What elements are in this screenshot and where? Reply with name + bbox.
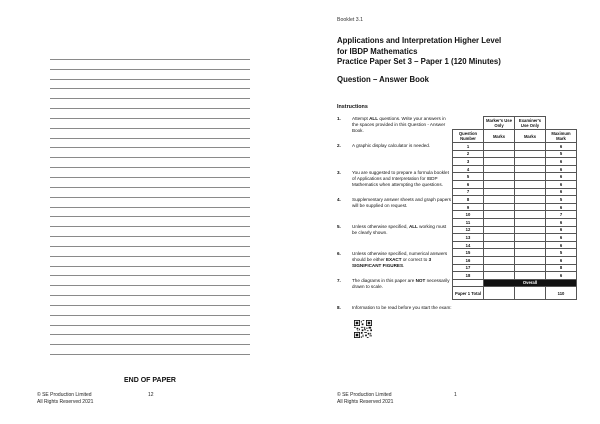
marker-marks-cell[interactable] [484, 143, 515, 151]
maximum-mark-cell: 6 [546, 241, 577, 249]
maximum-mark-cell: 8 [546, 264, 577, 272]
instruction-number: 2. [337, 143, 341, 148]
examiner-marks-cell[interactable] [515, 249, 546, 257]
answer-line [50, 286, 250, 296]
maximum-mark-cell: 5 [546, 196, 577, 204]
maximum-mark-cell: 6 [546, 173, 577, 181]
examiner-marks-cell[interactable] [515, 211, 546, 219]
question-row [453, 241, 577, 249]
instruction-fragment: . [403, 263, 405, 268]
answer-line [50, 276, 250, 286]
maximum-mark-cell: 6 [546, 272, 577, 280]
examiner-marks-cell[interactable] [515, 264, 546, 272]
examiner-marks-cell[interactable] [515, 256, 546, 264]
question-row [453, 173, 577, 181]
examiner-marks-cell[interactable] [515, 173, 546, 181]
examiner-marks-cell[interactable] [515, 241, 546, 249]
examiner-marks-cell[interactable] [515, 165, 546, 173]
maximum-mark-cell: 6 [546, 158, 577, 166]
question-row [453, 188, 577, 196]
instruction-text [352, 170, 452, 188]
question-number-cell: 18 [453, 272, 484, 280]
answer-line [50, 227, 250, 237]
examiner-marks-cell[interactable] [515, 158, 546, 166]
maximum-mark-cell: 5 [546, 249, 577, 257]
instruction-number: 1. [337, 116, 341, 121]
copyright-line: © SE Production Limited [337, 392, 392, 398]
answer-line [50, 158, 250, 168]
instruction-fragment: Unless otherwise specified, [352, 224, 409, 229]
answer-line [50, 70, 250, 80]
instruction-emphasis: 3 SIGNIFICANT FIGURES [352, 257, 432, 268]
question-number-cell: 8 [453, 196, 484, 204]
question-number-cell: 17 [453, 264, 484, 272]
instruction-number: 4. [337, 197, 341, 202]
instruction-text [352, 197, 452, 209]
answer-line [50, 208, 250, 218]
question-row [453, 180, 577, 188]
copyright-line: © SE Production Limited [37, 392, 92, 398]
maximum-mark-header: Maximum Mark [546, 130, 577, 143]
instruction-text [352, 116, 452, 134]
instruction-item [337, 143, 453, 170]
question-number-cell: 1 [453, 143, 484, 151]
total-examiner-marks[interactable] [515, 287, 546, 300]
answer-line [50, 50, 250, 60]
qr-code-icon [354, 320, 372, 338]
marker-marks-cell[interactable] [484, 165, 515, 173]
question-row [453, 256, 577, 264]
maximum-mark-cell: 7 [546, 211, 577, 219]
question-number-cell: 4 [453, 165, 484, 173]
rights-line: All Rights Reserved 2021 [337, 399, 394, 405]
marker-marks-cell[interactable] [484, 211, 515, 219]
right-page [300, 0, 600, 424]
examiner-marks-cell[interactable] [515, 218, 546, 226]
maximum-mark-cell: 6 [546, 165, 577, 173]
marker-marks-cell[interactable] [484, 272, 515, 280]
answer-line [50, 267, 250, 277]
blank-header-cell [453, 117, 484, 130]
instruction-fragment: questions. Write your answers in the spaces provided in this Question - Answer Book. [352, 116, 446, 133]
answer-line [50, 99, 250, 109]
marker-marks-cell[interactable] [484, 158, 515, 166]
instruction-fragment: You are suggested to prepare a formula booklet of Applications and Interpretation for IBDP Mathematics when attempting the questions. [352, 170, 449, 187]
answer-line [50, 168, 250, 178]
marks-table [452, 116, 577, 300]
maximum-mark-cell: 6 [546, 256, 577, 264]
question-number-cell: 15 [453, 249, 484, 257]
left-footer [37, 392, 93, 406]
answer-line [50, 326, 250, 336]
marker-marks-cell[interactable] [484, 196, 515, 204]
right-page-number: 1 [454, 392, 457, 398]
instruction-number: 6. [337, 251, 341, 256]
answer-line [50, 345, 250, 355]
instruction-number: 8. [337, 305, 341, 310]
instructions-heading: Instructions [337, 104, 368, 110]
answer-line [50, 139, 250, 149]
instruction-fragment: The diagrams in this paper are [352, 278, 416, 283]
marker-marks-cell[interactable] [484, 264, 515, 272]
answer-lines [50, 50, 250, 355]
instruction-number: 5. [337, 224, 341, 229]
instruction-text [352, 143, 452, 149]
marker-marks-cell[interactable] [484, 256, 515, 264]
marker-marks-cell[interactable] [484, 241, 515, 249]
examiner-marks-cell[interactable] [515, 143, 546, 151]
examiner-marks-cell[interactable] [515, 272, 546, 280]
question-row [453, 150, 577, 158]
instruction-fragment: Attempt [352, 116, 370, 121]
examiner-marks-cell[interactable] [515, 234, 546, 242]
marks-table-top-header [453, 117, 577, 130]
instruction-fragment: A graphic display calculator is needed. [352, 143, 431, 148]
answer-line [50, 247, 250, 257]
instruction-item [337, 170, 453, 197]
question-row [453, 249, 577, 257]
question-row [453, 218, 577, 226]
maximum-mark-cell: 6 [546, 218, 577, 226]
instruction-text [352, 224, 452, 236]
instruction-text [352, 251, 452, 269]
answer-line [50, 198, 250, 208]
rights-line: All Rights Reserved 2021 [37, 399, 94, 405]
examiner-marks-cell[interactable] [515, 180, 546, 188]
instruction-text [352, 305, 452, 311]
marks-table-header [453, 130, 577, 143]
question-number-cell: 5 [453, 173, 484, 181]
answer-line [50, 80, 250, 90]
answer-line [50, 335, 250, 345]
question-number-cell: 16 [453, 256, 484, 264]
overall-row [453, 279, 577, 287]
answer-line [50, 296, 250, 306]
answer-line [50, 316, 250, 326]
question-number-cell: 9 [453, 203, 484, 211]
maximum-mark-cell: 6 [546, 226, 577, 234]
maximum-mark-cell: 6 [546, 180, 577, 188]
answer-line [50, 109, 250, 119]
overall-blank-cell [453, 279, 484, 287]
blank-header-cell [546, 117, 577, 130]
marker-marks-cell[interactable] [484, 150, 515, 158]
answer-line [50, 89, 250, 99]
answer-line [50, 188, 250, 198]
examiner-marks-cell[interactable] [515, 203, 546, 211]
question-number-cell: 13 [453, 234, 484, 242]
marker-marks-cell[interactable] [484, 173, 515, 181]
examiner-marks-cell[interactable] [515, 188, 546, 196]
answer-line [50, 306, 250, 316]
question-number-cell: 3 [453, 158, 484, 166]
instruction-fragment: Unless otherwise specified, numerical answers should be either [352, 251, 448, 262]
examiner-marks-cell[interactable] [515, 196, 546, 204]
question-number-cell: 6 [453, 180, 484, 188]
question-row [453, 203, 577, 211]
question-number-cell: 14 [453, 241, 484, 249]
question-number-cell: 2 [453, 150, 484, 158]
title-line: for IBDP Mathematics [337, 46, 418, 56]
instruction-item [337, 251, 453, 278]
question-row [453, 211, 577, 219]
instruction-emphasis: ALL [369, 116, 379, 121]
total-marker-marks[interactable] [484, 287, 515, 300]
instruction-item [337, 116, 453, 143]
markers-use-header: Marker's Use Only [484, 117, 515, 130]
marker-marks-cell[interactable] [484, 188, 515, 196]
instruction-emphasis: ALL [408, 224, 418, 229]
marker-marks-cell[interactable] [484, 203, 515, 211]
question-number-cell: 12 [453, 226, 484, 234]
question-row [453, 165, 577, 173]
instruction-number: 7. [337, 278, 341, 283]
question-row [453, 264, 577, 272]
instruction-item [337, 278, 453, 305]
book-subtitle: Question – Answer Book [337, 75, 429, 84]
right-footer [337, 392, 393, 406]
marker-marks-header: Marks [484, 130, 515, 143]
instruction-fragment: or correct to [401, 257, 429, 262]
instruction-fragment: necessarily drawn to scale. [352, 278, 450, 289]
answer-line [50, 148, 250, 158]
instruction-item [337, 197, 453, 224]
question-row [453, 272, 577, 280]
question-number-cell: 7 [453, 188, 484, 196]
end-of-paper-text: END OF PAPER [124, 377, 176, 384]
marker-marks-cell[interactable] [484, 249, 515, 257]
title-line: Practice Paper Set 3 – Paper 1 (120 Minutes) [337, 57, 501, 66]
maximum-mark-cell: 6 [546, 188, 577, 196]
maximum-mark-cell: 6 [546, 143, 577, 151]
instructions-list [337, 116, 453, 332]
left-page-number: 12 [148, 392, 154, 398]
marker-marks-cell[interactable] [484, 234, 515, 242]
question-row [453, 226, 577, 234]
question-number-header: Question Number [453, 130, 484, 143]
answer-line [50, 257, 250, 267]
question-number-cell: 10 [453, 211, 484, 219]
answer-line [50, 237, 250, 247]
question-row [453, 158, 577, 166]
overall-label: Overall [484, 279, 577, 287]
answer-line [50, 119, 250, 129]
instruction-text [352, 278, 452, 290]
paper-total-label: Paper 1 Total [453, 287, 484, 300]
question-row [453, 196, 577, 204]
instruction-number: 3. [337, 170, 341, 175]
examiner-marks-cell[interactable] [515, 150, 546, 158]
examiner-marks-header: Marks [515, 130, 546, 143]
total-row [453, 287, 577, 300]
question-row [453, 143, 577, 151]
instruction-fragment: Information to be read before you start the exam: [352, 305, 452, 310]
booklet-label: Booklet 3.1 [337, 17, 363, 23]
examiner-marks-cell[interactable] [515, 226, 546, 234]
instruction-emphasis: NOT [415, 278, 426, 283]
answer-line [50, 217, 250, 227]
instruction-emphasis: EXACT [385, 257, 402, 262]
examiners-use-header: Examiner's Use Only [515, 117, 546, 130]
total-max-mark: 110 [546, 287, 577, 300]
instruction-fragment: Supplementary answer sheets and graph papers will be supplied on request. [352, 197, 452, 208]
question-number-cell: 11 [453, 218, 484, 226]
title-line: Applications and Interpretation Higher Level [337, 36, 502, 45]
answer-line [50, 60, 250, 70]
maximum-mark-cell: 5 [546, 150, 577, 158]
marker-marks-cell[interactable] [484, 180, 515, 188]
instruction-fragment: working must be clearly shown. [352, 224, 447, 235]
maximum-mark-cell: 6 [546, 234, 577, 242]
paper-title [337, 36, 567, 68]
maximum-mark-cell: 6 [546, 203, 577, 211]
marker-marks-cell[interactable] [484, 226, 515, 234]
marker-marks-cell[interactable] [484, 218, 515, 226]
instruction-item [337, 224, 453, 251]
answer-line [50, 178, 250, 188]
answer-line [50, 129, 250, 139]
question-row [453, 234, 577, 242]
